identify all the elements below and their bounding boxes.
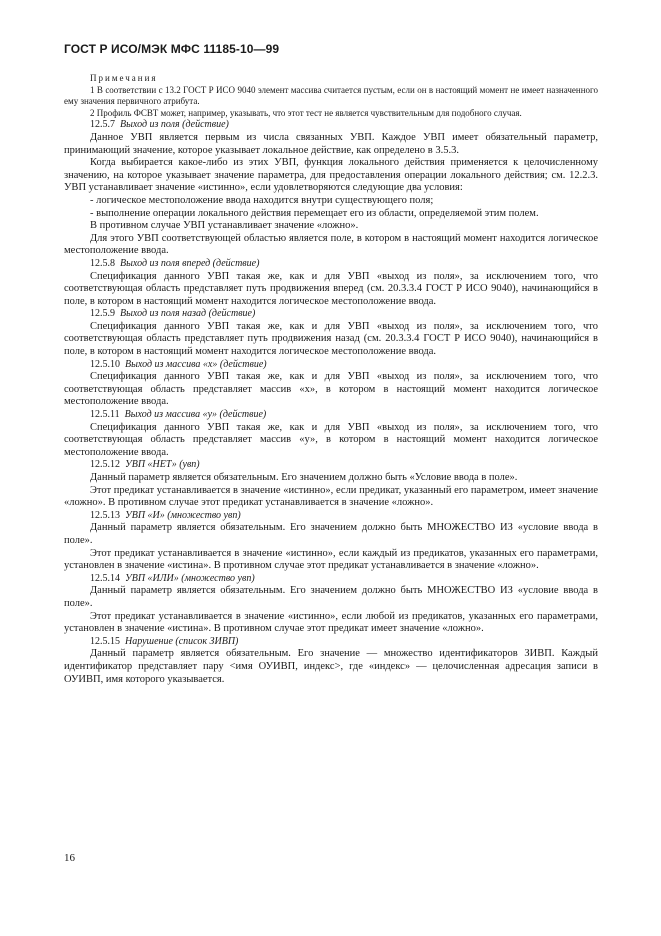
section-title: Выход из поля назад (действие): [120, 308, 256, 320]
section-title: Выход из массива «у» (действие): [124, 409, 267, 421]
paragraph: Данный параметр является обязательным. Его значением должно быть «Условие ввода в поле».: [90, 472, 518, 483]
paragraph: Данное УВП является первым из числа связанных УВП. Каждое УВП имеет обязательный параметр, принимающий значение, которое указывает локальное действие, как определено в 3.5.3.: [64, 131, 598, 156]
paragraph: Данный параметр является обязательным. Его значение — множество идентификаторов ЗИВП. Каждый идентификатор представляет пару <имя ОУИВП, индекс>, где «индекс» — целочисленная адресация записи в ОУИВП, имя которого указывается.: [64, 648, 598, 685]
section-number: 12.5.7: [90, 119, 115, 131]
section-number: 12.5.9: [90, 308, 115, 320]
section-heading-12-5-9: [64, 308, 598, 321]
page-number: 16: [64, 852, 75, 864]
paragraph: Спецификация данного УВП такая же, как и для УВП «выход из поля», за исключением того, что соответствующая область представляет путь продвижения вперед (см. 20.3.3.4 ГОСТ Р ИСО 9040), начинающийся в поле, в котором в настоящий момент находится логическое местоположение ввода.: [64, 270, 598, 307]
section-heading-12-5-11: [64, 409, 598, 422]
section-number: 12.5.8: [90, 257, 115, 269]
paragraph: Спецификация данного УВП такая же, как и для УВП «выход из поля», за исключением того, что соответствующая область представляет массив «х», в котором в настоящий момент находится логическое местоположение ввода.: [64, 371, 598, 408]
section-title: УВП «НЕТ» (увп): [125, 459, 200, 471]
section-title: Выход из поля вперед (действие): [120, 257, 260, 269]
section-number: 12.5.15: [90, 635, 120, 647]
section-title: Выход из массива «х» (действие): [125, 358, 267, 370]
paragraph: Когда выбирается какое-либо из этих УВП, функция локального действия применяется к целочисленному значению, на которое указывает значение параметра, для предоставления операции локального действия; см. 12.2.3. УВП устанавливает значение «истинно», если удовлетворяются следующие два условия:: [64, 157, 598, 194]
paragraph: Данный параметр является обязательным. Его значением должно быть МНОЖЕСТВО ИЗ «условие ввода в поле».: [64, 522, 598, 546]
section-number: 12.5.10: [90, 358, 120, 370]
note-1: 1 В соответствии с 13.2 ГОСТ Р ИСО 9040 элемент массива считается пустым, если он в настоящий момент не имеет назначенного ему значения первичного атрибута.: [64, 84, 598, 107]
section-heading-12-5-15: [64, 636, 598, 649]
running-header: ГОСТ Р ИСО/МЭК МФС 11185-10—99: [64, 42, 280, 56]
section-title: Выход из поля (действие): [120, 119, 229, 131]
paragraph: Этот предикат устанавливается в значение «истинно», если каждый из предикатов, указанных его параметрами, установлен в значение «истина». В противном случае этот предикат устанавливается в значение «ложно».: [64, 547, 598, 572]
notes-heading: Примечания: [90, 73, 158, 83]
section-title: Нарушение (список ЗИВП): [125, 635, 239, 647]
list-item: - логическое местоположение ввода находится внутри существующего поля;: [90, 194, 434, 206]
section-heading-12-5-13: [64, 510, 598, 523]
paragraph: Этот предикат устанавливается в значение «истинно», если предикат, указанный его параметром, имеет значение «ложно». В противном случае этот предикат устанавливается в значение «ложно».: [64, 484, 598, 509]
section-heading-12-5-10: [64, 359, 598, 372]
section-title: УВП «ИЛИ» (множество увп): [125, 572, 255, 584]
section-heading-12-5-8: [64, 258, 598, 271]
paragraph: Этот предикат устанавливается в значение «истинно», если любой из предикатов, указанных его параметрами, установлен в значение «истина». В противном случае этот предикат имеет значение «ложно».: [64, 610, 598, 635]
note-2: 2 Профиль ФСВТ может, например, указывать, что этот тест не является чувствительным для подобного случая.: [90, 107, 522, 118]
section-number: 12.5.11: [90, 409, 120, 421]
section-number: 12.5.13: [90, 509, 120, 521]
paragraph: В противном случае УВП устанавливает значение «ложно».: [90, 220, 359, 232]
paragraph: Спецификация данного УВП такая же, как и для УВП «выход из поля», за исключением того, что соответствующая область представляет путь продвижения назад (см. 20.3.3.4 ГОСТ Р ИСО 9040), начинающийся в поле, в котором в настоящий момент находится логическое местоположение ввода.: [64, 320, 598, 358]
section-heading-12-5-7: [64, 119, 598, 132]
paragraph: Для этого УВП соответствующей областью является поле, в котором в настоящий момент находится логическое местоположение ввода.: [64, 232, 598, 257]
paragraph: Данный параметр является обязательным. Его значением должно быть МНОЖЕСТВО ИЗ «условие ввода в поле».: [64, 585, 598, 609]
page-body: [64, 73, 598, 686]
section-heading-12-5-12: [64, 459, 598, 472]
list-item: - выполнение операции локального действия перемещает его из области, определяемой этим полем.: [90, 207, 539, 219]
section-number: 12.5.12: [90, 459, 120, 471]
section-number: 12.5.14: [90, 572, 120, 584]
paragraph: Спецификация данного УВП такая же, как и для УВП «выход из поля», за исключением того, что соответствующая область представляет массив «у», в котором в настоящий момент находится логическое местоположение ввода.: [64, 421, 598, 458]
section-heading-12-5-14: [64, 573, 598, 586]
section-title: УВП «И» (множество увп): [125, 509, 241, 521]
